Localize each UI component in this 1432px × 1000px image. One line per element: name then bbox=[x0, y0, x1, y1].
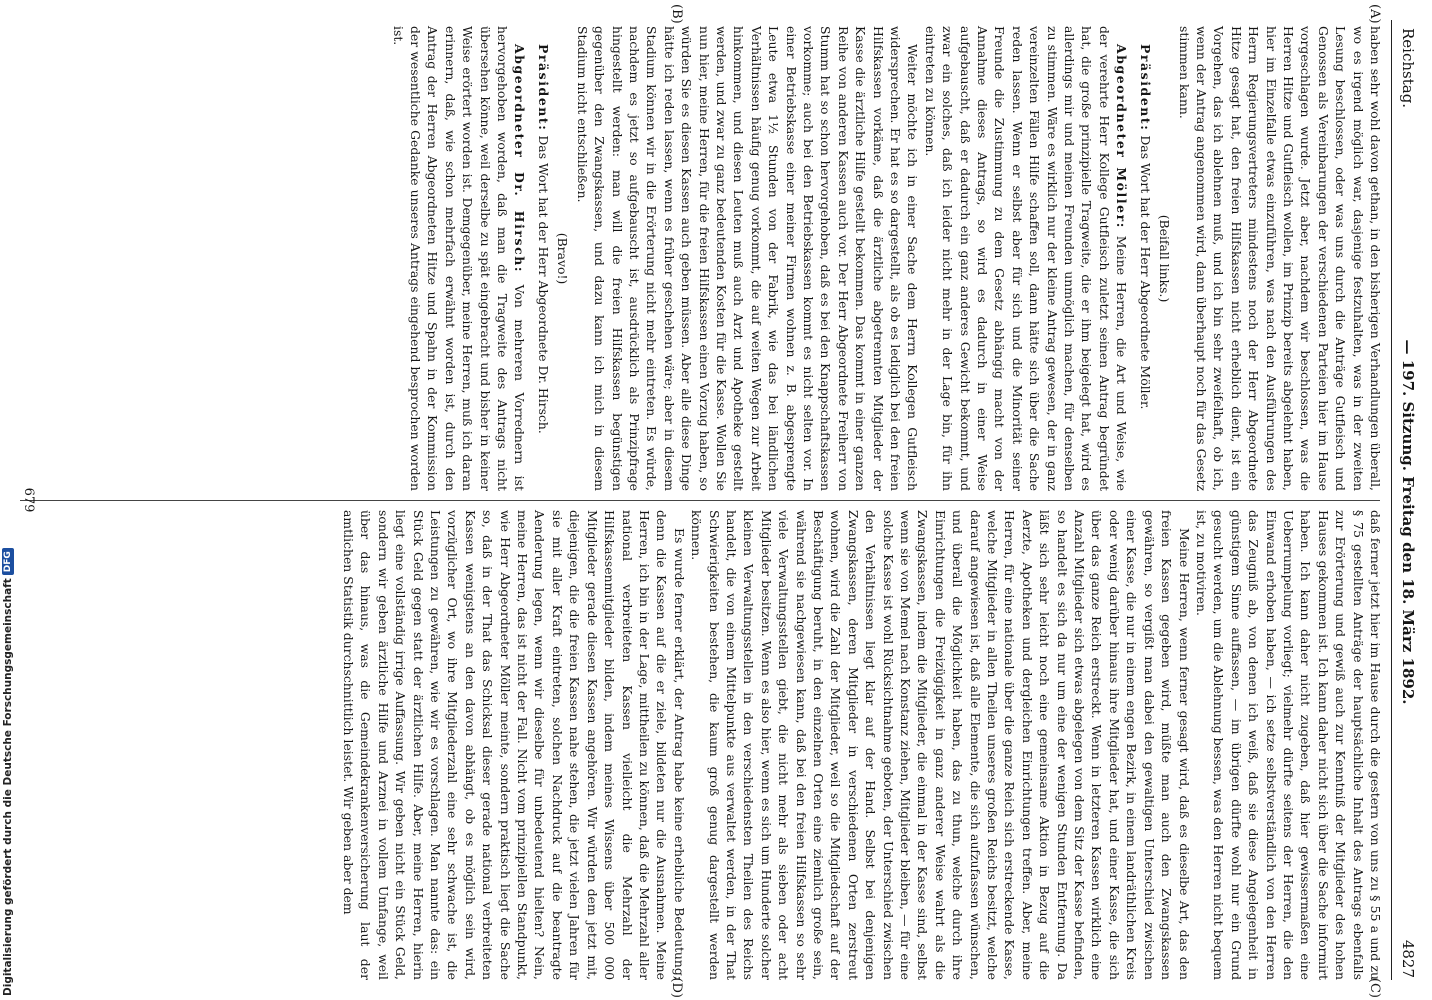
column-divider bbox=[20, 500, 1380, 501]
digitization-credit bbox=[2, 548, 14, 996]
page-number: 4827 bbox=[1399, 939, 1417, 978]
margin-mark-d: (D) bbox=[669, 977, 684, 998]
paragraph bbox=[921, 26, 1130, 491]
paragraph: Meine Herren, wenn ferner gesagt wird, daß es dieselbe Art, das den freien Kassen gegeben wird, müßte man auch den Zwangskassen gewähren, so vergißt man dabei den gewaltigen Unterschied zwischen einer Kasse, die nur in einem engen Bezirk, in einem landräthlichen Kreis oder wenig darüber hinaus ihre Mitglieder hat, und einer Kasse, die sich über das ganze Reich erstreckt. Wenn in letzteren Kassen wirklich eine Anzahl Mitglieder sich etwas abgelegen von dem Sitz der Kasse befinden, so handelt es sich da nur um eine der wenigen Stunden Entfernung. Da läßt sich sehr leicht noch eine gemeinsame Aktion in Bezug auf die Aerzte, Apotheken und dergleichen Einrichtungen treffen. Aber, meine Herren, für eine nationale über die ganze Reich sich erstreckende Kasse, welche Mitglieder in allen Theilen unseres großen Reichs besitzt, welche darauf angewiesen ist, daß alle Elemente, die sich aufzufassen wünschen, und überall die Möglichkeit haben, das zu thun, welche durch ihre Einrichtungen die Freizügigkeit in ganz anderer Weise wahrt als die Zwangskassen, indem die Mitglieder, die einmal in der Kasse sind, selbst wenn sie von Memel nach Konstanz ziehen, Mitglieder bleiben, — für eine solche Kasse ist wohl Rücksichtnahme geboten, der Unterschied zwischen den Verhältnissen liegt klar auf der Hand. Selbst bei denjenigen Zwangskassen, deren Mitglieder in verschiedenen Orten zerstreut wohnen, wird die Zahl der Mitglieder, weil so die Mitgliedschaft auf der Beschäftigung beruht, in den einzelnen Orten eine ziemlich große sein, während sie nachgewiesen kann, daß bei den freien Hilfskassen so sehr viele Verwaltungsstellen giebt, die nicht mehr als sieben oder acht Mitglieder besitzen. Wenn es also hier, wenn es sich um Hunderte solcher kleinen Verwaltungsstellen in den verschiedensten Theilen des Reichs handelt, die von einem Mittelpunkte aus verwaltet werden, in der That Schwierigkeiten bestehen, die kaum groß genug dargestellt werden können. bbox=[689, 510, 1192, 980]
speaker-label: Abgeordneter Dr. Hirsch: bbox=[512, 44, 528, 274]
paragraph: Es wurde ferner erklärt, der Antrag habe keine erhebliche Bedeutung; denn die Kassen auf die er ziele, bildeten nur die Ausnahmen. Meine Herren, ich bin in der Lage, mittheilen zu können, daß die Mehrzahl aller national verbreiteten Kassen vielleicht die Mehrzahl der Hilfskassenmitglieder bilden, indem meines Wissens über 500 000 Mitglieder gerade diesen Kassen angehören. Wir würden dem jetzt mit, diejenigen, die die freien Kassen nahe stehen, die jetzt vielen Jahren für sie mit aller Kraft eintreten, solchen Nachdruck auf die beantragte Aenderung legen, wenn wir dieselbe für unbedeutend hielten? Nein, meine Herren, das ist nicht der Fall. Nicht vom prinzipiellen Standpunkt, wie Herr Abgeordneter Möller meinte, sondern praktisch liegt die Sache so, daß in der That das Schicksal dieser gerade national verbreiteten Kassen wenigstens an den davon abhängt, ob es möglich sein wird, vorzüglicher Ort, wo ihre Mitgliederzahl eine sehr schwache ist, die Leistungen zu gewähren, wie wir es vorschlagen. Man nannte das: ein Stück Geld gegen statt der ärztlichen Hilfe. Aber, meine Herren, hierin liegt eine vollständig irrige Auffassung. Wir geben nicht ein Stück Geld, sondern wir geben ärztliche Hilfe und Arznei in vollem Umfange, weil über das hinaus, was die Gemeindekrankenversicherung laut der amtlichen Statistik durchschnittlich leistet. Wir geben aber dem bbox=[341, 510, 687, 980]
paragraph bbox=[1136, 26, 1153, 491]
right-column bbox=[340, 510, 1384, 980]
paragraph bbox=[389, 26, 528, 491]
margin-mark-c: (C) bbox=[1367, 977, 1382, 998]
paragraph: haben sehr wohl davon gethan, in den bisherigen Verhandlungen überall, wo es irgend möglich war, dasjenige festzuhalten, was in der zweiten Lesung beschlossen, oder was uns durch die Anträge Gutfleisch und Genossen als Vereinbarungen der verschiedenen Parteien hier im Hause vorgeschlagen wurde. Jetzt aber, nachdem wir beschlossen, was die Herren Hitze und Gutfleisch wollen, im Prinzip bereits abgelehnt haben, hier im Einzelfalle etwas einzuführen, was nach den Ausführungen des Herrn Regierungsvertreters mindestens noch der Herr Abgeordnete Hitze gesagt hat, den freien Hilfskassen nicht erheblich dient, ist ein Vorgehen, das ich ablehnen muß, und ich bin sehr zweifelhaft, ob ich, wenn der Antrag angenommen wird, dann überhaupt noch für das Gesetz stimmen kann. bbox=[1176, 26, 1383, 491]
interjection: (Beifall links.) bbox=[1157, 214, 1173, 303]
speaker-label: Abgeordneter Möller: bbox=[1114, 44, 1130, 229]
margin-mark-b: (B) bbox=[669, 4, 684, 24]
paragraph-text: Meine Herren, die Art und Weise, wie der verehrte Herr Kollege Gutfleisch zuletzt seinen Antrag begründet hat, die große prinzipielle Tragweite, die er ihm beigelegt hat, wird es allerdings mir und meinen Freunden unmöglich machen, für denselben zu stimmen. Wäre es wirklich nur der kleine Antrag gewesen, der in ganz vereinzelten Fällen Hilfe schaffen soll, dann hätte sich über die Sache reden lassen. Wenn er selbst aber für sich und die Minorität seiner Freunde die Zustimmung zu dem Gesetz abhängig macht von der Annahme dieses Antrags, so wird es dadurch in einer Weise aufgebauscht, daß er dadurch ein ganz anderes Gewicht bekommt, und zwar ein solches, daß ich leider nicht mehr in der Lage bin, für ihn eintreten zu können. bbox=[922, 26, 1130, 491]
paragraph: daß ferner jetzt hier im Hause durch die gestern von uns zu § 55 a und zu § 75 gestellten Anträge der hauptsächliche Inhalt des Antrags ebenfalls zur Erörterung und gewiß auch zur Kenntniß der Mitglieder des hohen Hauses gekommen ist. Ich kann daher nicht sich über die Sache informirt haben. Ich kann daher nicht zugeben, daß hier gewissermaßen eine Ueberrumpelung vorliegt; vielmehr dürfte seitens der Herren, die den Einwand erhoben haben, — ich setze selbstverständlich von den Herren das Zeugniß ab, von denen ich weiß, daß sie diese Angelegenheit in günstigem Sinne auffassen, — im übrigen dürfte wohl nur ein Grund gesucht werden, um die Ablehnung bessen, was den Herren nicht bequem ist, zu motiviren. bbox=[1193, 510, 1383, 980]
header-title: — 197. Sitzung. Freitag den 18. März 1892. bbox=[1399, 339, 1417, 705]
speaker-label: Präsident: bbox=[535, 44, 551, 132]
dfg-logo: DFG bbox=[2, 548, 14, 575]
header-rule bbox=[1391, 20, 1392, 980]
interjection: (Bravo!) bbox=[555, 232, 571, 285]
left-column bbox=[389, 26, 1384, 491]
paragraph bbox=[535, 26, 552, 491]
speaker-label: Präsident: bbox=[1137, 44, 1153, 132]
digitization-credit-text: Digitalisierung gefördert durch die Deutsche Forschungsgemeinschaft bbox=[2, 578, 14, 996]
paragraph-text: Von mehreren Vorrednern ist hervorgehoben worden, daß man die Tragweite des Antrags nicht übersehen könne, weil derselbe zu spät eingebracht und bisher in keiner Weise erörtert worden ist. Demgegenüber, meine Herren, muß ich daran erinnern, daß, wie schon mehrfach erwähnt worden ist, durch den Antrag der Herren Abgeordneten Hitze und Spahn in der Kommission der wesentliche Gedanke unseres Antrags eingehend besprochen worden ist. bbox=[390, 26, 528, 491]
paragraph: Weiter möchte ich in einer Sache dem Herrn Kollegen Gutfleisch widersprechen. Er hat es so dargestellt, als ob es lediglich bei den freien Hilfskassen vorkäme, daß die ärztliche abgetrennten Mitglieder der Kasse die ärztliche Hilfe gestellt bekommen. Das kommt in einer ganzen Reihe von anderen Kassen auch vor. Der Herr Abgeordnete Freiherr von Stumm hat so schon hervorgehoben, daß es bei den Knappschaftskassen vorkomme; auch bei den Betriebskassen kommt es nicht selten vor. In einer Betriebskasse einer meiner Firmen wohnen z. B. abgesprengte Leute etwa 1½ Stunden von der Fabrik, wie das bei ländlichen Verhältnissen häufig genug vorkommt, die auf weiten Wegen zur Arbeit hinkommen, und diesen Leuten muß auch Arzt und Apotheke gestellt werden, und zwar zu ganz bedeutenden Kosten für die Kasse. Wollen Sie nun hier, meine Herren, für die freien Hilfskassen einen Vorzug haben, so würden Sie es diesen Kassen auch geben müssen. Aber alle diese Dinge hätte ich reden lassen, wenn es früher geschehen wäre; aber in diesem Stadium können wir in die Erörterung nicht mehr eintreten. Es würde, nachdem es jetzt so aufgebauscht ist, ausdrücklich als Prinzipfrage hingestellt werden: man will die freien Hilfskassen begünstigen gegenüber den Zwangskassen, und dazu kann ich mich in diesem Stadium nicht entschließen. bbox=[574, 26, 921, 491]
header-left: Reichstag. bbox=[1399, 28, 1417, 109]
paragraph-text: Das Wort hat der Herr Abgeordnete Dr. Hirsch. bbox=[535, 135, 551, 434]
margin-mark-a: (A) bbox=[1367, 4, 1382, 24]
footer-number: 679 bbox=[21, 487, 36, 513]
paragraph-text: Das Wort hat der Herr Abgeordnete Möller. bbox=[1137, 135, 1153, 410]
